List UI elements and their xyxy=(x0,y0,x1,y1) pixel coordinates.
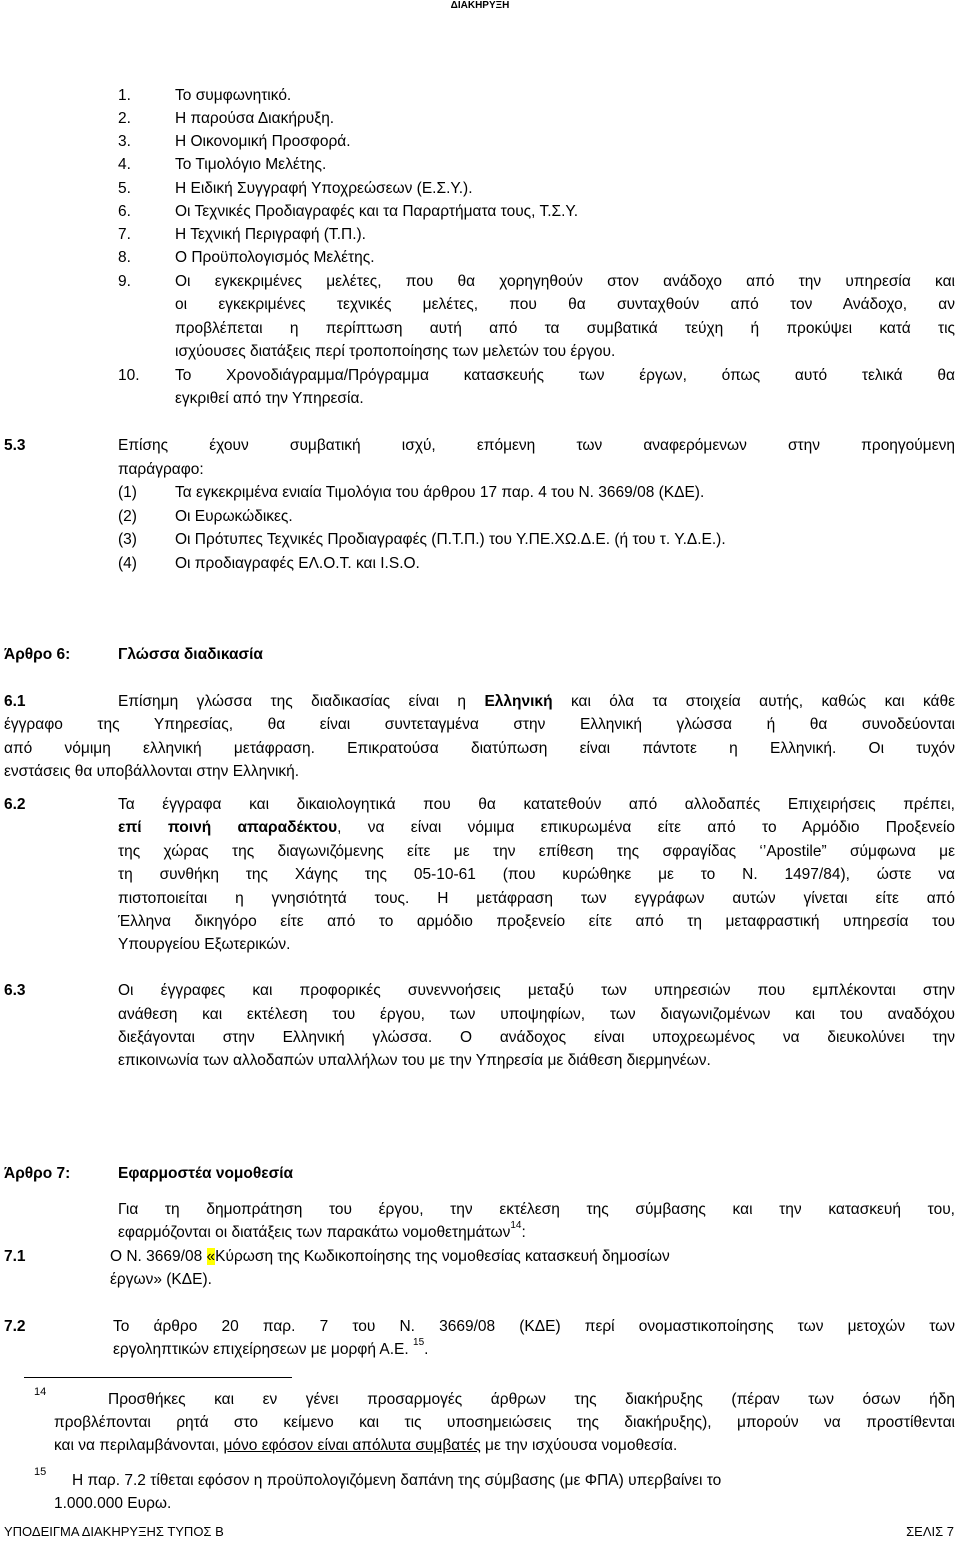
article-label: Άρθρο 7: xyxy=(4,1165,71,1182)
footnote-ref: 14 xyxy=(510,1220,522,1231)
text-run: Κύρωση της Κωδικοποίησης της νομοθεσίας κατασκευή δημοσίων xyxy=(215,1248,670,1265)
paragraph-line: Έλληνα δικηγόρο είτε από το αρμόδιο προξενείο είτε από τη μεταφραστική υπηρεσία του xyxy=(118,913,955,930)
footnote-line xyxy=(54,1437,677,1455)
list-item: Οι Τεχνικές Προδιαγραφές και τα Παραρτήματα τους, Τ.Σ.Υ. xyxy=(175,203,579,220)
paragraph-line xyxy=(118,1220,526,1242)
list-item-number: 5. xyxy=(118,180,131,197)
text-run: εφαρμόζονται οι διατάξεις των παρακάτω νομοθετημάτων xyxy=(118,1224,511,1241)
paragraph-line xyxy=(118,693,955,711)
article-label: Άρθρο 6: xyxy=(4,646,71,663)
paragraph-line: έργων» (ΚΔΕ). xyxy=(110,1271,212,1288)
paragraph-line xyxy=(118,819,955,837)
article-title: Γλώσσα διαδικασία xyxy=(118,646,263,663)
paragraph-line: ενστάσεις θα υποβάλλονται στην Ελληνική. xyxy=(4,763,300,780)
list-item-number: 7. xyxy=(118,226,131,243)
list-item-line: προβλέπεται η περίπτωση αυτή από τα συμβατικά τεύχη ή προκύψει κατά τις xyxy=(175,320,955,337)
bold-text: επί ποινή απαραδέκτου xyxy=(118,819,338,836)
paragraph-line xyxy=(110,1248,670,1266)
text-run: , να είναι νόμιμα επικυρωμένα είτε από το Αρμόδιο Προξενείο xyxy=(337,819,955,836)
list-item-line: ισχύουσες διατάξεις περί τροποποίησης των μελετών του έργου. xyxy=(175,343,616,360)
list-item: Η παρούσα Διακήρυξη. xyxy=(175,110,335,127)
footnote-line: προβλέπονται ρητά στο κείμενο και τις υποσημειώσεις της διακήρυξης), μπορούν να προστίθενται xyxy=(54,1414,955,1431)
paragraph-line: Το άρθρο 20 παρ. 7 του Ν. 3669/08 (ΚΔΕ) περί ονομαστικοποίησης των μετοχών των xyxy=(113,1318,955,1335)
footnote-number: 14 xyxy=(34,1386,47,1398)
paragraph-line: Επίσης έχουν συμβατική ισχύ, επόμενη των αναφερόμενων στην προηγούμενη xyxy=(118,437,955,454)
text-run: . xyxy=(424,1341,429,1358)
paragraph-line: διεξάγονται στην Ελληνική γλώσσα. Ο ανάδοχος είναι υποχρεωμένος να διευκολύνει την xyxy=(118,1029,955,1046)
text-run: και όλα τα στοιχεία αυτής, καθώς και κάθε xyxy=(552,693,955,710)
page-number: ΣΕΛΙΣ 7 xyxy=(906,1524,954,1539)
section-number: 6.3 xyxy=(4,982,26,999)
list-item-number: 10. xyxy=(118,367,140,384)
section-number: 6.2 xyxy=(4,796,26,813)
text-run: εργοληπτικών επιχείρησεων με μορφή Α.Ε. xyxy=(113,1341,409,1358)
sub-item: Οι προδιαγραφές ΕΛ.Ο.Τ. και I.S.O. xyxy=(175,555,420,572)
paragraph-line: πιστοποιείται η γνησιότητά τους. Η μετάφραση των εγγράφων αυτών γίνεται είτε από xyxy=(118,890,955,907)
article-title: Εφαρμοστέα νομοθεσία xyxy=(118,1165,294,1182)
list-item-number: 8. xyxy=(118,249,131,266)
list-item: Ο Προϋπολογισμός Μελέτης. xyxy=(175,249,375,266)
list-item-number: 9. xyxy=(118,273,131,290)
section-number: 7.1 xyxy=(4,1248,26,1265)
text-run: Ο Ν. 3669/08 xyxy=(110,1248,207,1265)
list-item-line: Οι εγκεκριμένες μελέτες, που θα χορηγηθούν στον ανάδοχο από την υπηρεσία και xyxy=(175,273,955,290)
bold-text: Ελληνική xyxy=(484,693,553,710)
list-item-line: Το Χρονοδιάγραμμα/Πρόγραμμα κατασκευής των έργων, όπως αυτό τελικά θα xyxy=(175,367,955,384)
list-item: Η Οικονομική Προσφορά. xyxy=(175,133,351,150)
list-item-number: 3. xyxy=(118,133,131,150)
list-item-line: οι εγκεκριμένες τεχνικές μελέτες, που θα συνταχθούν από τον Ανάδοχο, αν xyxy=(175,296,955,313)
paragraph-line: από νόμιμη ελληνική μετάφραση. Επικρατούσα διατύπωση είναι πάντοτε η Ελληνική. Οι τυχόν xyxy=(4,740,955,757)
list-item-number: 1. xyxy=(118,87,131,104)
paragraph-line: Τα έγγραφα και δικαιολογητικά που θα κατατεθούν από αλλοδαπές Επιχειρήσεις πρέπει, xyxy=(118,796,955,813)
list-item: Το Τιμολόγιο Μελέτης. xyxy=(175,156,327,173)
text-run: : xyxy=(521,1224,526,1241)
sub-item-number: (1) xyxy=(118,484,137,501)
sub-item: Οι Ευρωκώδικες. xyxy=(175,508,293,525)
paragraph-line: τη συνθήκη της Χάγης της 05-10-61 (που κυρώθηκε με το Ν. 1497/84), ώστε να xyxy=(118,866,955,883)
paragraph-line: έγγραφο της Υπηρεσίας, θα είναι συντεταγμένα στην Ελληνική γλώσσα ή θα συνοδεύονται xyxy=(4,716,955,733)
sub-item: Οι Πρότυπες Τεχνικές Προδιαγραφές (Π.Τ.Π.) του Υ.ΠΕ.ΧΩ.Δ.Ε. (ή του τ. Υ.Δ.Ε.). xyxy=(175,531,726,548)
footnote-line: 1.000.000 Ευρω. xyxy=(54,1495,172,1512)
list-item: Η Ειδική Συγγραφή Υποχρεώσεων (Ε.Σ.Υ.). xyxy=(175,180,473,197)
highlighted-text: « xyxy=(206,1248,216,1265)
list-item-number: 4. xyxy=(118,156,131,173)
paragraph-line: επικοινωνία των αλλοδαπών υπαλλήλων του με την Υπηρεσία με διάθεση διερμηνέων. xyxy=(118,1052,711,1069)
list-item-line: εγκριθεί από την Υπηρεσία. xyxy=(175,390,364,407)
paragraph-line: Υπουργείου Εξωτερικών. xyxy=(118,936,291,953)
paragraph-line: Για τη δημοπράτηση του έργου, την εκτέλεση της σύμβασης και την κατασκευή του, xyxy=(118,1201,955,1218)
section-number: 7.2 xyxy=(4,1318,26,1335)
page-header-title: ΔΙΑΚΗΡΥΞΗ xyxy=(450,0,510,11)
footnote-line: Η παρ. 7.2 τίθεται εφόσον η προϋπολογιζόμενη δαπάνη της σύμβασης (με ΦΠΑ) υπερβαίνει το xyxy=(72,1472,722,1489)
sub-item-number: (2) xyxy=(118,508,137,525)
list-item: Η Τεχνική Περιγραφή (Τ.Π.). xyxy=(175,226,366,243)
text-run: και να περιλαμβάνονται, xyxy=(54,1437,224,1454)
list-item-number: 2. xyxy=(118,110,131,127)
footnote-number: 15 xyxy=(34,1466,47,1478)
paragraph-line: της χώρας της διαγωνιζόμενης είτε με την επίθεση της σφραγίδας ‘’Apostile” σύμφωνα με xyxy=(118,843,955,860)
footnote-ref: 15 xyxy=(413,1337,425,1348)
paragraph-line xyxy=(113,1337,429,1359)
footnote-line: Προσθήκες και εν γένει προσαρμογές άρθρων της διακήρυξης (πέραν των όσων ήδη xyxy=(108,1391,955,1408)
paragraph-line: ανάθεση και εκτέλεση του έργου, των υποψηφίων, των διαγωνιζομένων και του αναδόχου xyxy=(118,1006,955,1023)
sub-item-number: (3) xyxy=(118,531,137,548)
list-item: Το συμφωνητικό. xyxy=(175,87,292,104)
text-run: Επίσημη γλώσσα της διαδικασίας είναι η xyxy=(118,693,485,710)
text-run: με την ισχύουσα νομοθεσία. xyxy=(480,1437,678,1454)
sub-item: Τα εγκεκριμένα ενιαία Τιμολόγια του άρθρου 17 παρ. 4 του Ν. 3669/08 (ΚΔΕ). xyxy=(175,484,705,501)
section-number: 5.3 xyxy=(4,437,26,454)
section-number: 6.1 xyxy=(4,693,26,710)
paragraph-line: Οι έγγραφες και προφορικές συνεννοήσεις μεταξύ των υπηρεσιών που εμπλέκονται στην xyxy=(118,982,955,999)
list-item-number: 6. xyxy=(118,203,131,220)
paragraph-line: παράγραφο: xyxy=(118,461,204,478)
sub-item-number: (4) xyxy=(118,555,137,572)
footnote-separator xyxy=(24,1377,292,1378)
footer-left: ΥΠΟΔΕΙΓΜΑ ΔΙΑΚΗΡΥΞΗΣ ΤΥΠΟΣ Β xyxy=(4,1524,224,1539)
underlined-text: μόνο εφόσον είναι απόλυτα συμβατές xyxy=(223,1437,481,1454)
